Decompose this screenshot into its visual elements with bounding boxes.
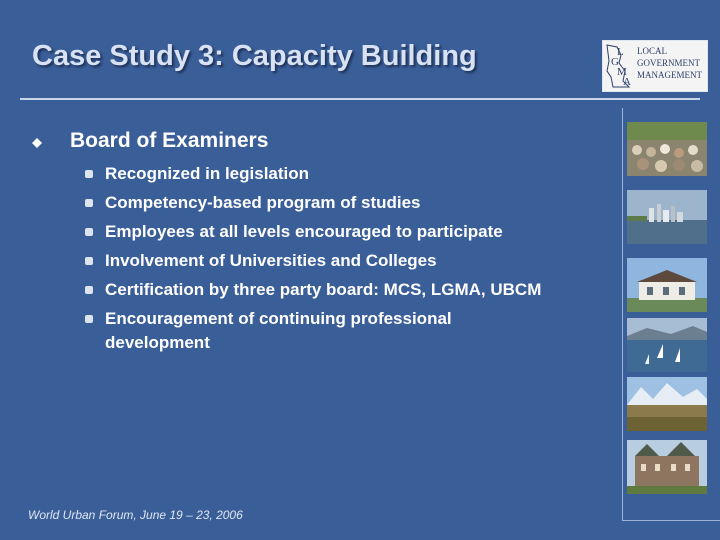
logo-initial-a: A: [623, 76, 631, 88]
sub-bullet-list: [84, 162, 584, 360]
logo-line-government: GOVERNMENT: [637, 58, 700, 68]
square-bullet-icon: [84, 227, 94, 237]
historic-building-photo: [627, 440, 707, 494]
slide-title: Case Study 3: Capacity Building: [32, 40, 477, 72]
list-item: [84, 278, 545, 302]
list-item: [84, 162, 584, 186]
city-aerial-photo: [627, 190, 707, 244]
logo-initial-g: G: [611, 56, 619, 68]
list-item: [84, 249, 584, 273]
diamond-bullet-icon: [32, 138, 42, 148]
square-bullet-icon: [84, 198, 94, 208]
logo-initial-m: M: [617, 66, 627, 78]
logo-line-management: MANAGEMENT: [637, 70, 702, 80]
logo-line-local: LOCAL: [637, 46, 667, 56]
photo-strip-border: [622, 108, 623, 520]
list-item-text: Recognized in legislation: [105, 164, 310, 183]
square-bullet-icon: [84, 256, 94, 266]
lgma-logo: [602, 40, 708, 92]
building-photo: [627, 258, 707, 312]
footer-text: World Urban Forum, June 19 – 23, 2006: [28, 508, 243, 522]
list-item: [84, 220, 584, 244]
square-bullet-icon: [84, 169, 94, 179]
logo-initial-l: L: [617, 46, 624, 58]
main-bullet-text: Board of Examiners: [70, 129, 269, 152]
list-item-text: Encouragement of continuing professional development: [105, 309, 452, 352]
list-item-text: Involvement of Universities and Colleges: [105, 251, 437, 270]
list-item-text: Competency-based program of studies: [105, 193, 421, 212]
crowd-photo: [627, 122, 707, 176]
list-item: [84, 191, 584, 215]
photo-strip-base: [622, 520, 720, 521]
harbour-photo: [627, 318, 707, 372]
list-item-text: Employees at all levels encouraged to participate: [105, 222, 503, 241]
list-item: [84, 307, 545, 355]
mountain-landscape-photo: [627, 377, 707, 431]
list-item-text: Certification by three party board: MCS, LGMA, UBCM: [105, 280, 542, 299]
square-bullet-icon: [84, 314, 94, 324]
square-bullet-icon: [84, 285, 94, 295]
title-divider: [20, 98, 700, 100]
